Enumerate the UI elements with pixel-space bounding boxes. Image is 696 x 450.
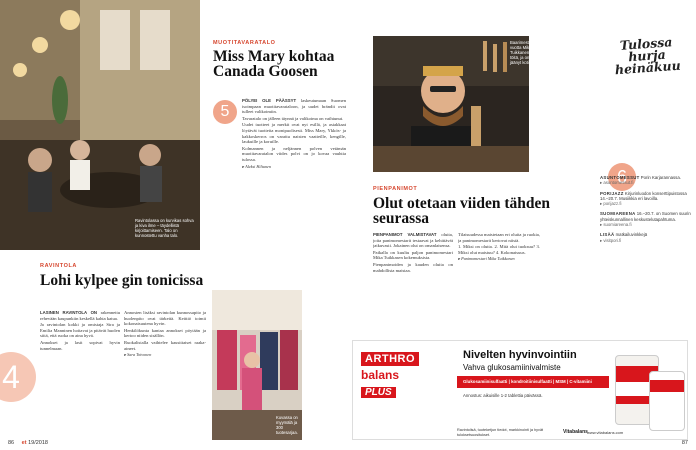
ad-brand-logo: ARTHRO balans PLUS xyxy=(361,349,445,400)
ad-title: Nivelten hyvinvointiin xyxy=(463,349,577,361)
ad-subtitle: Vahva glukosamiinivalmiste xyxy=(463,363,561,372)
sidebar-item: PORIJAZZ Kirjurinluodon konserttipuistossa 14.–20.7. Musiikkia eri lavoilla. ▸ porijazz.fi xyxy=(600,191,692,207)
page-folio-right: 87 xyxy=(681,440,688,446)
middle-headline: Miss Mary kohtaa Canada Goosen xyxy=(213,48,335,80)
sidebar-link[interactable]: ▸ asuntomessut.fi xyxy=(600,180,634,186)
right-headline: Olut otetaan viiden tähden seurassa xyxy=(373,195,550,227)
product-box xyxy=(649,371,685,431)
page-folio-left: 86 et 19/2018 xyxy=(8,440,48,446)
number-circle-6: 6 xyxy=(608,163,636,191)
ad-website[interactable]: www.vitabalans.com xyxy=(587,430,624,435)
photo-caption: Ravintolassa on kurvikas sohva ja kiva ilme – täydellistä kirjoittamiseen. Talo on kunnostettu vanha talo. xyxy=(135,218,194,238)
sidebar-script-title: Tulossa hurja heinäkuu xyxy=(614,34,682,78)
lead-in: LASINEN RAVINTOLA ON xyxy=(40,310,98,315)
bartender-photo xyxy=(373,36,529,172)
restaurant-photo xyxy=(0,0,200,250)
number-circle-4: 4 xyxy=(0,352,36,402)
article-column-1: LASINEN RAVINTOLA ON rakennettu rehevään kaupunkiin keskellä kahta katua. Ja ravintolan kokki ja omistaja Sira ja Emilia Manninen hoitavat ja pitävät huolen siitä, että ruoka on aina hyvä. Annokset ja lasit sopivat hyvin tunnelmaan. xyxy=(40,310,120,351)
sidebar-link[interactable]: ▸ visitpori.fi xyxy=(600,237,622,243)
byline: ▸ Sara Toivonen xyxy=(124,352,152,358)
middle-article-text: PÖLYEI OLE PÄÄSSYT laskeutumaan Suomen isoimpaan muotitavarataloon, ja uudet brändit ovat tulleet valikoimiin. Tavaratalo on jälleen täynnä ja valikoima on vaihtunut. Uudet tuotteet ja merkit ovat nyt esillä, ja asiakkaat löytävät tuotteita monipuolisesti. Miss Mary, Ykkös- ja kakkoskerros on varattu naisten vaatteille, kengille, laukuille ja koruille. Kolmannen ja neljännen polven vetämän muotitavaratalon viides polvi on jo kovaa vauhtia tulossa. ▸ Aleksi Hiltunen xyxy=(242,98,346,169)
middle-kicker: MUOTITAVARATALO xyxy=(213,40,276,46)
fashion-caption: Kuvassa on myymälä ja 300 tuotesarjaa. xyxy=(276,415,298,435)
sidebar-item: SUOMIAREENA 16.–20.7. on Suomen suurin yhteiskunnallinen keskustelutapahtuma. ▸ suomiareena.fi xyxy=(600,211,691,228)
advertisement[interactable] xyxy=(352,340,688,440)
right-kicker: PIENPANIMOT xyxy=(373,186,418,192)
sidebar-item: ASUNTOMESSUT Porin Karjarannassa. ▸ asuntomessut.fi xyxy=(600,175,692,186)
sidebar-item: LISÄÄ matkailuvinkkejä ▸ visitpori.fi xyxy=(600,232,692,243)
ad-vitabalans-logo: Vitabalans xyxy=(563,429,588,435)
ad-ingredients-bar: Glukosamiinisulfaatti | kondroitiinisulfaatti | MSM | C-vitamiini xyxy=(457,376,609,388)
right-column-2: Tilaisuudessa maistetaan eri oluita ja ruokia, ja panimomestarit kertovat niistä. 1. Miksi on olutta. 2. Mitä olut tuoksuu? 3. Miksi olut maistuu? 4. Kokonaisuus. ▸ Panimomestari Mika Tuikkanen xyxy=(458,232,540,262)
bartender-caption: Baarimestarina on 16 vuotta Mika Tuikkanen tehnyt töitä, ja on siitä jäänyt kotiin. xyxy=(510,40,550,65)
number-circle-5: 5 xyxy=(213,100,237,124)
section-kicker: RAVINTOLA xyxy=(40,263,77,269)
sidebar-link[interactable]: ▸ porijazz.fi xyxy=(600,201,622,207)
article-column-2: Annosten lisäksi ravintolan kunnossapito ja huolenpito ovat tärkeitä. Keittiö toimii kokonaisuutena hyvin. Henkilökunta kantaa annokset pöytään ja kertoo niiden sisällön. Ruokalistalla vaihtelee kausittaiset raaka-aineet. ▸ Sara Toivonen xyxy=(124,310,206,358)
ad-dosage-note: Annostus: aikuisille 1-2 tablettia päivässä. xyxy=(463,393,543,398)
sidebar-link[interactable]: ▸ suomiareena.fi xyxy=(600,222,632,228)
right-column-1: PIENPANIMOT VALMISTAVAT oluita, joita panimomestarit testaavat ja kehittävät jatkuvasti. Jokainen olut on omanlaisensa. Paikalla on kuultu paljon panimomestari Mika Tuikkasen kokemuksista. Pienpanimoiden ja kauden oluita on mahdollista maistaa. xyxy=(373,232,453,273)
ad-footer: Ravintolisä, tuoteketjun tiedot, markkinointi ja hyvät tuloksetsuositukset. xyxy=(457,428,544,437)
events-sidebar xyxy=(600,175,692,248)
article-headline: Lohi kylpee gin tonicissa xyxy=(40,272,204,289)
